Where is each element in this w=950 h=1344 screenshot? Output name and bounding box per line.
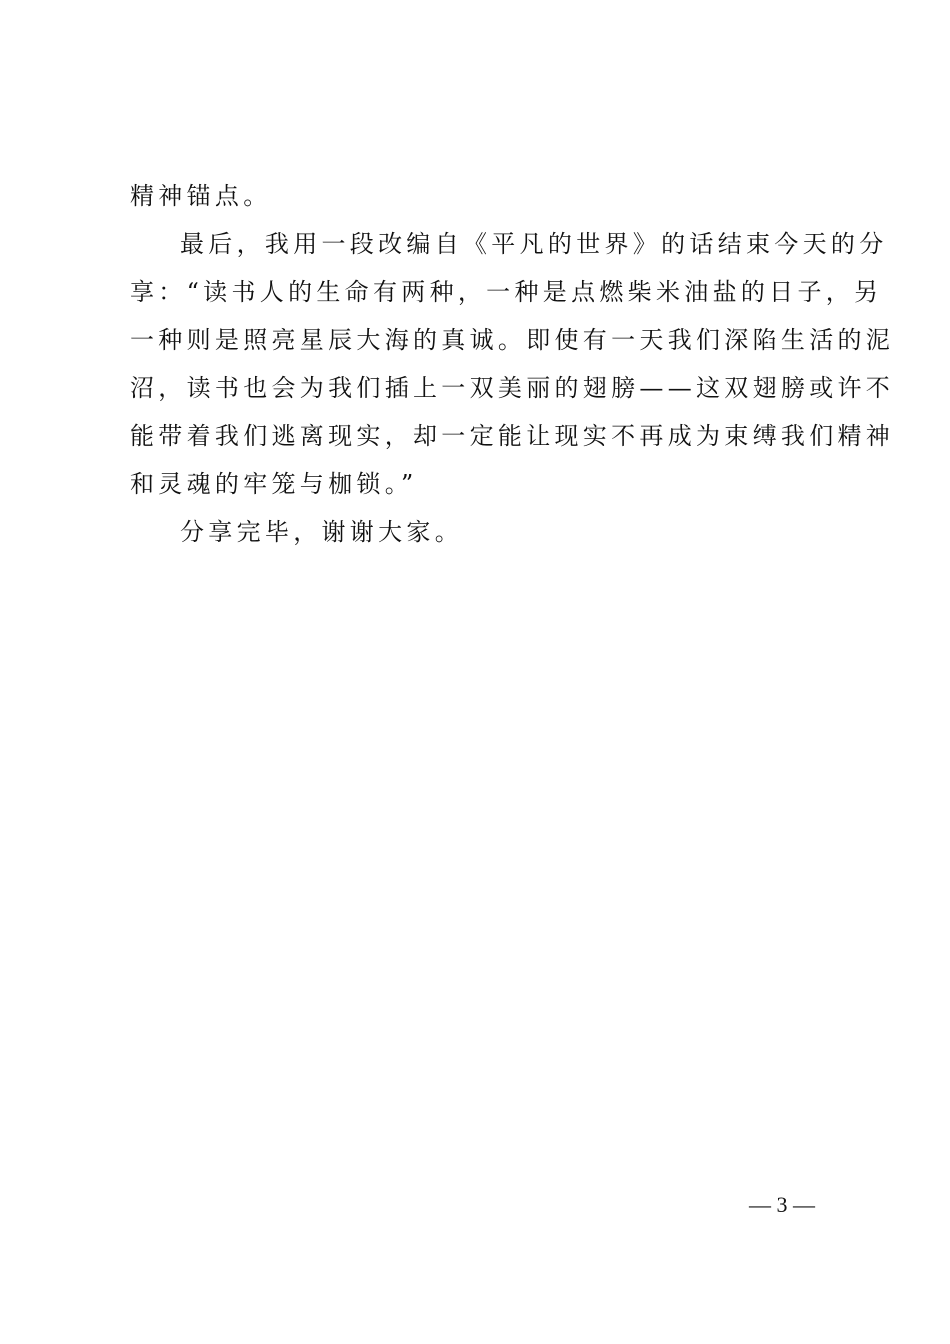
paragraph-line-quote-1: 享：“读书人的生命有两种，一种是点燃柴米油盐的日子，另 — [130, 278, 883, 306]
paragraph-line-quote-4: 能带着我们逃离现实，却一定能让现实不再成为束缚我们精神 — [130, 422, 895, 450]
paragraph-line-continuation: 精神锚点。 — [130, 182, 272, 210]
paragraph-line-quote-2: 一种则是照亮星辰大海的真诚。即使有一天我们深陷生活的泥 — [130, 326, 895, 354]
document-body — [130, 172, 895, 556]
paragraph-line-farewell: 分享完毕，谢谢大家。 — [180, 518, 463, 546]
page-number: — 3 — — [749, 1192, 815, 1217]
paragraph-line-closing-start: 最后，我用一段改编自《平凡的世界》的话结束今天的分 — [180, 230, 888, 258]
paragraph-line-quote-3: 沼，读书也会为我们插上一双美丽的翅膀——这双翅膀或许不 — [130, 374, 895, 402]
paragraph-line-quote-end: 和灵魂的牢笼与枷锁。” — [130, 470, 418, 498]
